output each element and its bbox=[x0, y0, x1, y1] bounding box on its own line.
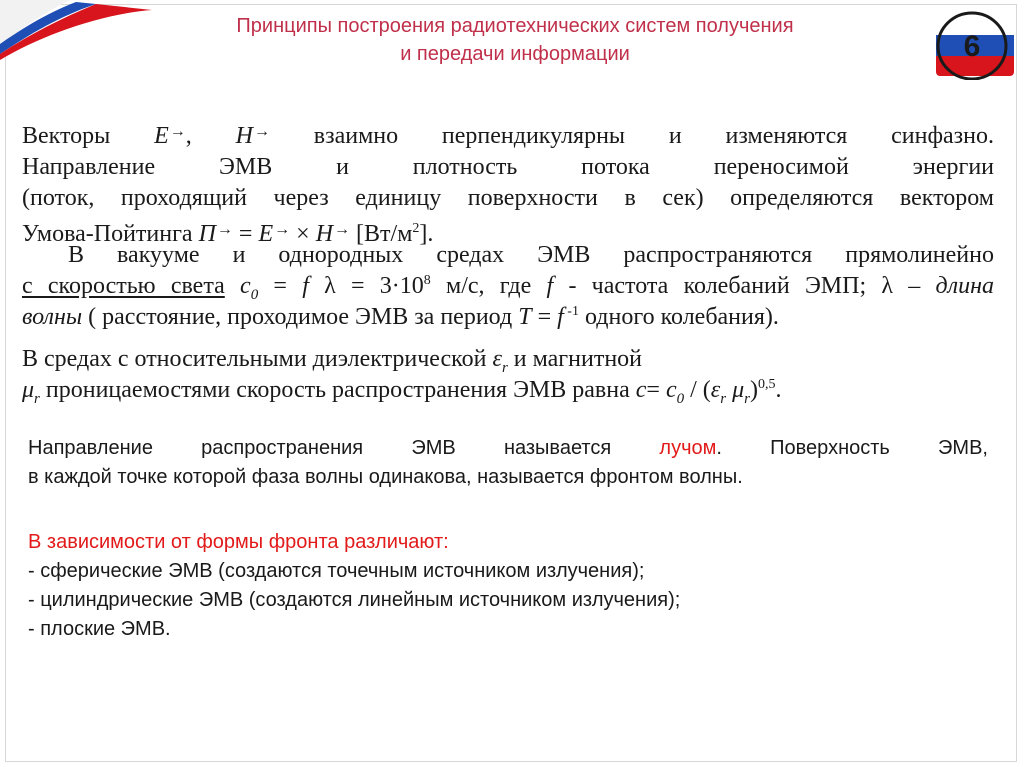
ray-line-2: в каждой точке которой фаза волны одинакова, называется фронтом волны. bbox=[28, 466, 743, 488]
p3-line-2: $\mu_r$ проницаемостями скорость распространения ЭМВ равна $c= c_0 / (\varepsilon_r$ $\mu_r)^{0,5}$. bbox=[22, 377, 782, 407]
slide-number-badge bbox=[932, 8, 1016, 80]
paragraph-media bbox=[22, 344, 994, 406]
ray-definition bbox=[28, 434, 988, 492]
p1-line-4: Умова-Пойтинга П→ = E→ × H→ $[Вт/м^2]$. bbox=[22, 221, 434, 247]
title-line-1: Принципы построения радиотехнических систем получения bbox=[236, 15, 794, 37]
ray-line-1: Направление распространения ЭМВ называется лучом. Поверхность ЭМВ, bbox=[28, 437, 988, 459]
p1-line-1: Векторы E→, H→ взаимно перпендикулярны и изменяются синфазно. bbox=[22, 123, 994, 149]
ray-term: лучом bbox=[659, 437, 717, 459]
title-line-2: и передачи информации bbox=[400, 43, 630, 65]
flag-ribbon-decoration bbox=[0, 0, 160, 60]
list-item: - цилиндрические ЭМВ (создаются линейным источником излучения); bbox=[28, 589, 681, 611]
p1-line-2: Направление ЭМВ и плотность потока переносимой энергии bbox=[22, 154, 994, 180]
paragraph-vacuum bbox=[22, 240, 994, 333]
p1-line-3: (поток, проходящий через единицу поверхности в сек) определяются вектором bbox=[22, 185, 994, 211]
list-item: - плоские ЭМВ. bbox=[28, 618, 171, 640]
p2-line-3: волны ( расстояние, проходимое ЭМВ за период T = f $^{-1}$ одного колебания). bbox=[22, 304, 779, 330]
paragraph-vectors bbox=[22, 116, 994, 250]
slide-title bbox=[150, 12, 880, 68]
front-types-heading: В зависимости от формы фронта различают: bbox=[28, 531, 449, 553]
front-types bbox=[28, 528, 988, 644]
p2-line-1: В вакууме и однородных средах ЭМВ распространяются прямолинейно bbox=[68, 242, 994, 268]
p2-line-2: с скоростью света $с_0 = f$ $\lambda = 3\cdot 10^8$ м/с, где f - частота колебаний ЭМП; λ – длина bbox=[22, 273, 995, 303]
slide-number: 6 bbox=[963, 30, 981, 63]
p3-line-1: В средах с относительными диэлектрической $\varepsilon_r$ и магнитной bbox=[22, 346, 643, 376]
list-item: - сферические ЭМВ (создаются точечным источником излучения); bbox=[28, 560, 645, 582]
